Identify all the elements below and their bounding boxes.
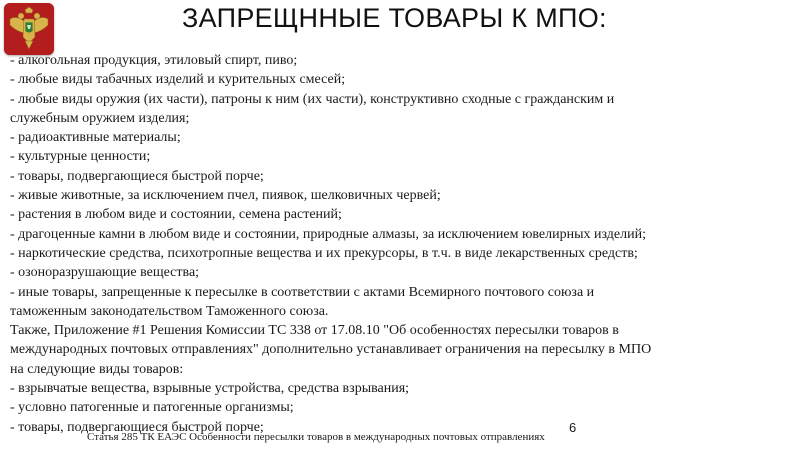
body-line: на следующие виды товаров: [10, 361, 184, 377]
slide-number: 6 [569, 420, 577, 435]
body-line: - радиоактивные материалы; [10, 130, 181, 146]
body-line: - живые животные, за исключением пчел, пиявок, шелковичных червей; [10, 188, 441, 204]
body-line: международных почтовых отправлениях" дополнительно устанавливает ограничения на пересылку в МПО [10, 342, 652, 358]
body-line: - наркотические средства, психотропные вещества и их прекурсоры, в т.ч. в виде лекарственных средств; [10, 245, 638, 261]
body-line: - товары, подвергающиеся быстрой порче; [10, 419, 264, 435]
body-line: служебным оружием изделия; [10, 110, 190, 126]
body-line: - растения в любом виде и состоянии, семена растений; [10, 207, 342, 223]
body-line: - взрывчатые вещества, взрывные устройства, средства взрывания; [10, 381, 410, 397]
footer-note: Статья 285 ТК ЕАЭС Особенности пересылки товаров в международных почтовых отправлениях [87, 431, 545, 443]
slide-title: ЗАПРЕЩННЫЕ ТОВАРЫ К МПО: [182, 3, 607, 33]
body-line: - драгоценные камни в любом виде и состоянии, природные алмазы, за исключением ювелирных изделий; [10, 226, 646, 242]
body-line: - культурные ценности; [10, 149, 151, 165]
body-line: - алкогольная продукция, этиловый спирт, пиво; [10, 53, 298, 68]
body-line: - товары, подвергающиеся быстрой порче; [10, 168, 264, 184]
body-line: таможенным законодательством Таможенного союза. [10, 303, 329, 319]
body-line: - озоноразрушающие вещества; [10, 265, 200, 281]
customs-emblem [4, 3, 54, 55]
slide-body [10, 51, 796, 437]
body-line: Также, Приложение #1 Решения Комиссии ТС 338 от 17.08.10 "Об особенностях пересылки товаров в [10, 323, 619, 339]
customs-emblem-icon [4, 3, 54, 55]
body-line: - иные товары, запрещенные к пересылке в соответствии с актами Всемирного почтового союза и [10, 284, 595, 300]
body-line: - любые виды оружия (их части), патроны к ним (их части), конструктивно сходные с гражданским и [10, 91, 615, 107]
body-line: - любые виды табачных изделий и курительных смесей; [10, 72, 346, 88]
body-line: - условно патогенные и патогенные организмы; [10, 400, 294, 416]
